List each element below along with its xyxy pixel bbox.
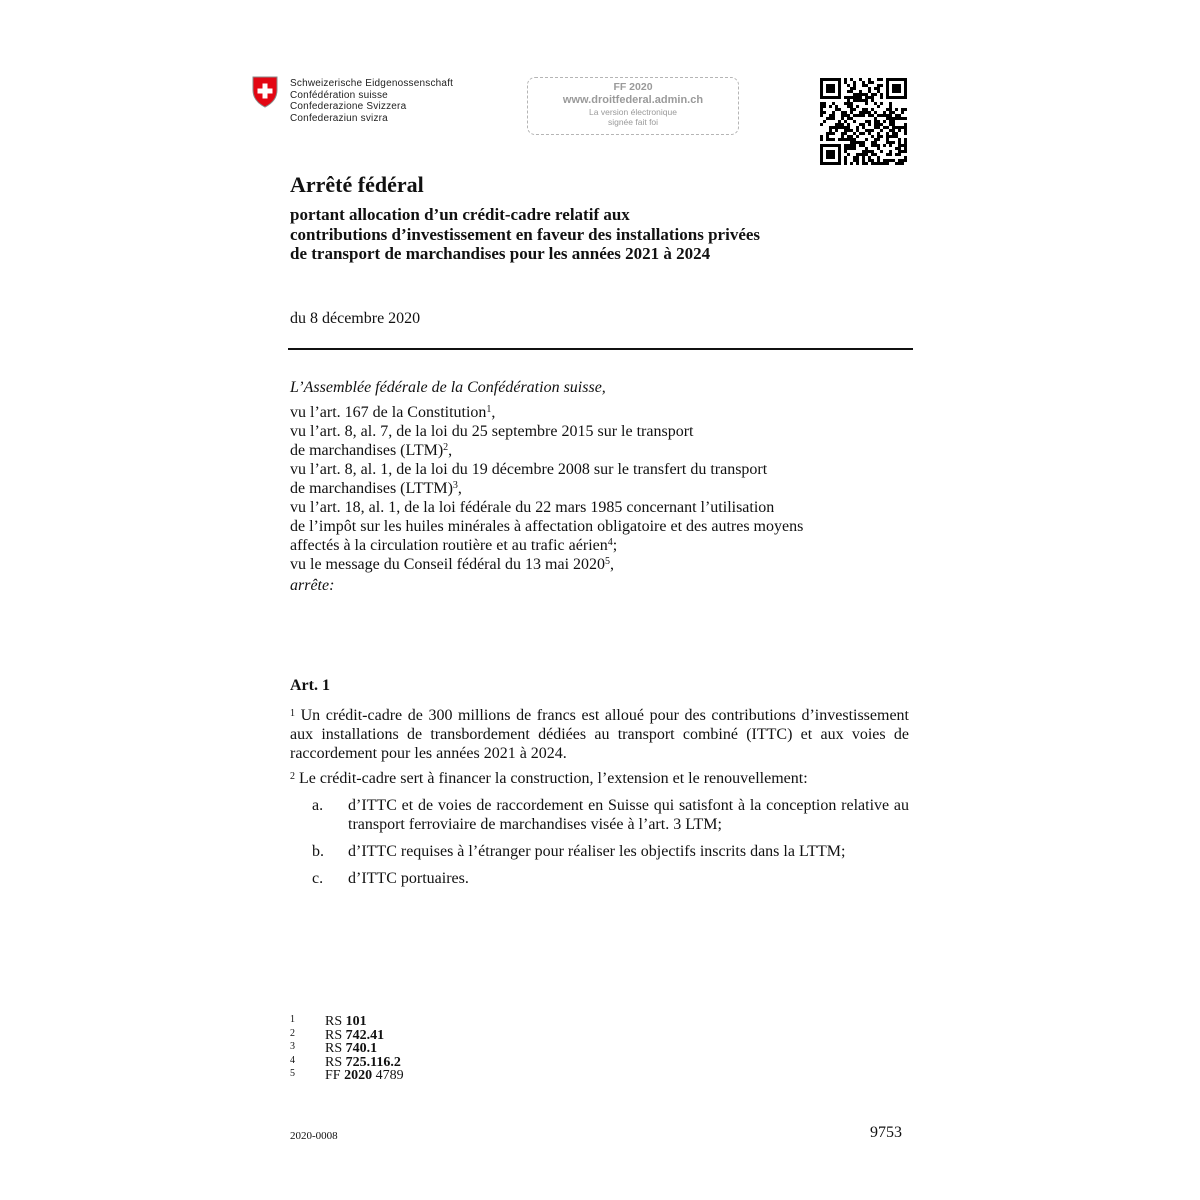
- document-number: 2020-0008: [290, 1130, 338, 1142]
- confederation-name-de: Schweizerische Eidgenossenschaft: [290, 78, 454, 89]
- preamble-line-text: vu le message du Conseil fédéral du 13 mai 2020: [290, 556, 606, 573]
- footnote-reference-number: 2020: [344, 1068, 373, 1083]
- article-list: [290, 796, 909, 888]
- footnote-number: 3: [290, 1041, 295, 1052]
- title-divider: [288, 348, 913, 350]
- footnote-prefix: FF: [325, 1068, 345, 1083]
- footnote-text: [325, 1069, 404, 1083]
- list-item-text: d’ITTC et de voies de raccordement en Suisse qui satisfont à la conception relative au transport ferroviaire de marchandises visée à l’art. 3 LTM;: [348, 797, 909, 833]
- list-item: [290, 842, 909, 861]
- preamble-line: [290, 536, 910, 555]
- footnote: [290, 1042, 404, 1056]
- swiss-crest-icon: [252, 76, 278, 108]
- preamble-line-text: vu l’art. 8, al. 7, de la loi du 25 septembre 2015 sur le transport: [290, 423, 694, 440]
- footnote-suffix: 4789: [372, 1068, 404, 1083]
- preamble-line-text: vu l’art. 8, al. 1, de la loi du 19 décembre 2008 sur le transfert du transport: [290, 461, 768, 478]
- footnote-number: 4: [290, 1054, 295, 1066]
- stamp-url: www.droitfederal.admin.ch: [562, 94, 704, 106]
- article-body: [290, 706, 909, 896]
- footnote-prefix: RS: [325, 1041, 346, 1056]
- footnote-prefix: RS: [325, 1014, 346, 1029]
- document-title: Arrêté fédéral: [290, 172, 424, 197]
- footnote-text: [325, 1042, 377, 1056]
- preamble-line: [290, 403, 910, 422]
- preamble-line-text: vu l’art. 167 de la Constitution: [290, 404, 487, 421]
- electronic-version-stamp: [527, 77, 739, 135]
- preamble-line-punctuation: ,: [457, 480, 462, 497]
- footnote-text: [325, 1015, 367, 1029]
- footnote-reference[interactable]: 1: [486, 404, 492, 415]
- preamble-line: [290, 555, 910, 574]
- preamble-line: [290, 441, 910, 460]
- list-item-text: d’ITTC requises à l’étranger pour réaliser les objectifs inscrits dans la LTTM;: [348, 843, 846, 860]
- preamble-line: [290, 460, 910, 479]
- preamble-closing: arrête:: [290, 577, 335, 594]
- preamble: [290, 378, 910, 595]
- qr-code-icon: [820, 78, 907, 165]
- footnote-reference-number: 740.1: [345, 1041, 378, 1056]
- footnote-number: 5: [290, 1068, 295, 1079]
- preamble-line-text: de l’impôt sur les huiles minérales à affectation obligatoire et des autres moyens: [290, 518, 804, 535]
- preamble-line: [290, 479, 910, 498]
- stamp-ff: FF 2020: [613, 81, 653, 93]
- footnote: [290, 1069, 404, 1083]
- footnote-text: [325, 1056, 401, 1070]
- preamble-line-text: affectés à la circulation routière et au trafic aérien: [290, 537, 608, 554]
- preamble-line: [290, 517, 910, 536]
- preamble-line: [290, 498, 910, 517]
- list-item: [290, 869, 909, 888]
- list-item-label: a.: [312, 797, 324, 814]
- footnote: [290, 1056, 404, 1070]
- preamble-line-punctuation: ;: [612, 537, 618, 554]
- subtitle-line: de transport de marchandises pour les années 2021 à 2024: [290, 244, 711, 263]
- footnote-number: 2: [290, 1027, 295, 1039]
- article-paragraph-2: [290, 769, 909, 788]
- footnote-reference[interactable]: 3: [452, 480, 458, 491]
- preamble-line-text: de marchandises (LTTM): [290, 480, 453, 497]
- article-title: Art. 1: [290, 677, 330, 694]
- page-number: 9753: [870, 1124, 902, 1141]
- preamble-line-text: vu l’art. 18, al. 1, de la loi fédérale du 22 mars 1985 concernant l’utilisation: [290, 499, 775, 516]
- preamble-line-punctuation: ,: [448, 442, 453, 459]
- paragraph-number: 2: [290, 771, 295, 782]
- preamble-line-punctuation: ,: [491, 404, 496, 421]
- stamp-note-2: signée fait foi: [607, 117, 659, 127]
- footnote-reference[interactable]: 4: [607, 537, 613, 548]
- preamble-line-punctuation: ,: [610, 556, 615, 573]
- subtitle-line: contributions d’investissement en faveur des installations privées: [290, 224, 761, 244]
- paragraph-number: 1: [290, 708, 295, 719]
- preamble-intro: L’Assemblée fédérale de la Confédération suisse,: [290, 379, 606, 396]
- confederation-name-it: Confederazione Svizzera: [290, 101, 407, 112]
- paragraph-text: Un crédit-cadre de 300 millions de francs est alloué pour des contributions d’investissement aux installations de transbordement dédiées au transport combiné (ITTC) et aux voies de raccordement pour les années 2021 à 2024.: [290, 707, 910, 762]
- confederation-name-rm: Confederaziun svizra: [290, 112, 388, 124]
- stamp-note-1: La version électronique: [589, 107, 677, 117]
- footnote-prefix: RS: [325, 1027, 346, 1043]
- list-item-label: c.: [312, 870, 324, 887]
- confederation-names: [290, 78, 453, 124]
- footnote-reference-number: 725.116.2: [345, 1054, 401, 1070]
- footnotes: [290, 1015, 404, 1083]
- list-item-label: b.: [312, 843, 324, 860]
- preamble-line: [290, 422, 910, 441]
- document-date: du 8 décembre 2020: [290, 310, 421, 327]
- list-item: [290, 796, 909, 834]
- footnote-reference-number: 101: [345, 1014, 367, 1029]
- article-paragraph-1: [290, 706, 909, 763]
- footnote-reference-number: 742.41: [345, 1027, 385, 1043]
- paragraph-text: Le crédit-cadre sert à financer la construction, l’extension et le renouvellement:: [299, 770, 808, 787]
- preamble-lines: [290, 403, 910, 574]
- footnote: [290, 1015, 404, 1029]
- footnote-reference[interactable]: 5: [605, 556, 611, 567]
- footnote-text: [325, 1029, 384, 1043]
- footnote: [290, 1029, 404, 1043]
- footnote-prefix: RS: [325, 1054, 346, 1070]
- footnote-number: 1: [290, 1014, 295, 1025]
- document-subtitle: [290, 205, 910, 264]
- subtitle-line: portant allocation d’un crédit-cadre relatif aux: [290, 205, 630, 224]
- footnote-reference[interactable]: 2: [443, 442, 449, 453]
- list-item-text: d’ITTC portuaires.: [348, 870, 469, 887]
- preamble-line-text: de marchandises (LTM): [290, 442, 444, 459]
- confederation-name-fr: Confédération suisse: [290, 89, 388, 101]
